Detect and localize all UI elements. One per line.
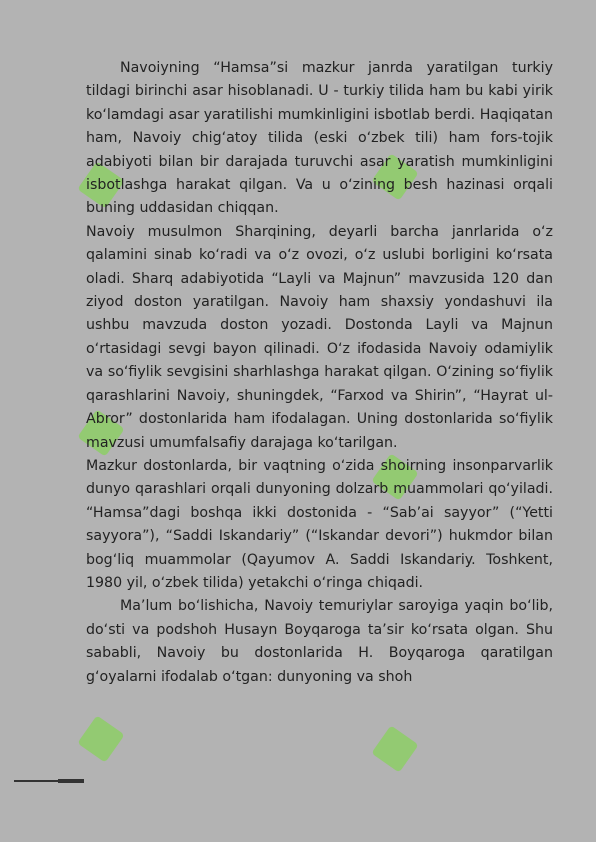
paragraph-3: Mazkur dostonlarda, bir vaqtning o‘zida shoirning insonparvarlik dunyo qarashlari orqali dunyoning dolzarb muammolari qo‘yiladi. “Hamsa”dagi boshqa ikki dostonida - “Sab’ai sayyor” (“Yetti sayyora”), “Saddi Iskandariy” (“Iskandar devori”) hukmdor bilan bog‘liq muammolar (Qayumov A. Saddi Iskandariy. Toshkent, 1980 yil, o‘zbek tilida) yetakchi o‘ringa chiqadi. (86, 457, 553, 591)
footer-divider-accent (58, 779, 84, 783)
paragraph-1: Navoiyning “Hamsa”si mazkur janrda yaratilgan turkiy tildagi birinchi asar hisoblanadi. U - turkiy tilida ham bu kabi yirik ko‘lamdagi asar yaratilishi mumkinligini isbotlab berdi. Haqiqatan ham, Navoiy chig‘atoy tilida (eski o‘zbek tili) ham fors-tojik adabiyoti bilan bir darajada turuvchi asar yaratish mumkinligini isbotlashga harakat qilgan. Va u o‘zining besh hazinasi orqali buning uddasidan chiqqan. (86, 60, 553, 217)
paragraph-2: Navoiy musulmon Sharqining, deyarli barcha janrlarida o‘z qalamini sinab ko‘radi va o‘z ovozi, o‘z uslubi borligini ko‘rsata oladi. Sharq adabiyotida “Layli va Majnun” mavzusida 120 dan ziyod doston yaratilgan. Navoiy ham shaxsiy yondashuvi ila ushbu mavzuda doston yozadi. Dostonda Layli va Majnun o‘rtasidagi sevgi bayon qilinadi. O‘z ifodasida Navoiy odamiylik va so‘fiylik sevgisini sharhlashga harakat qilgan. O‘zining so‘fiylik qarashlarini Navoiy, shuningdek, “Farxod va Shirin”, “Hayrat ul-Abror” dostonlarida ham ifodalagan. Uning dostonlarida so‘fiylik mavzusi umumfalsafiy darajaga ko‘tarilgan. (86, 223, 553, 451)
watermark-mark (77, 715, 124, 762)
paragraph-4: Ma’lum bo‘lishicha, Navoiy temuriylar saroyiga yaqin bo‘lib, do‘sti va podshoh Husayn Boyqaroga ta’sir ko‘rsata olgan. Shu sababli, Navoiy bu dostonlarida H. Boyqaroga qaratilgan g‘oyalarni ifodalab o‘tgan: dunyoning va shoh (86, 598, 553, 685)
document-body (86, 57, 553, 689)
watermark-mark (371, 725, 418, 772)
